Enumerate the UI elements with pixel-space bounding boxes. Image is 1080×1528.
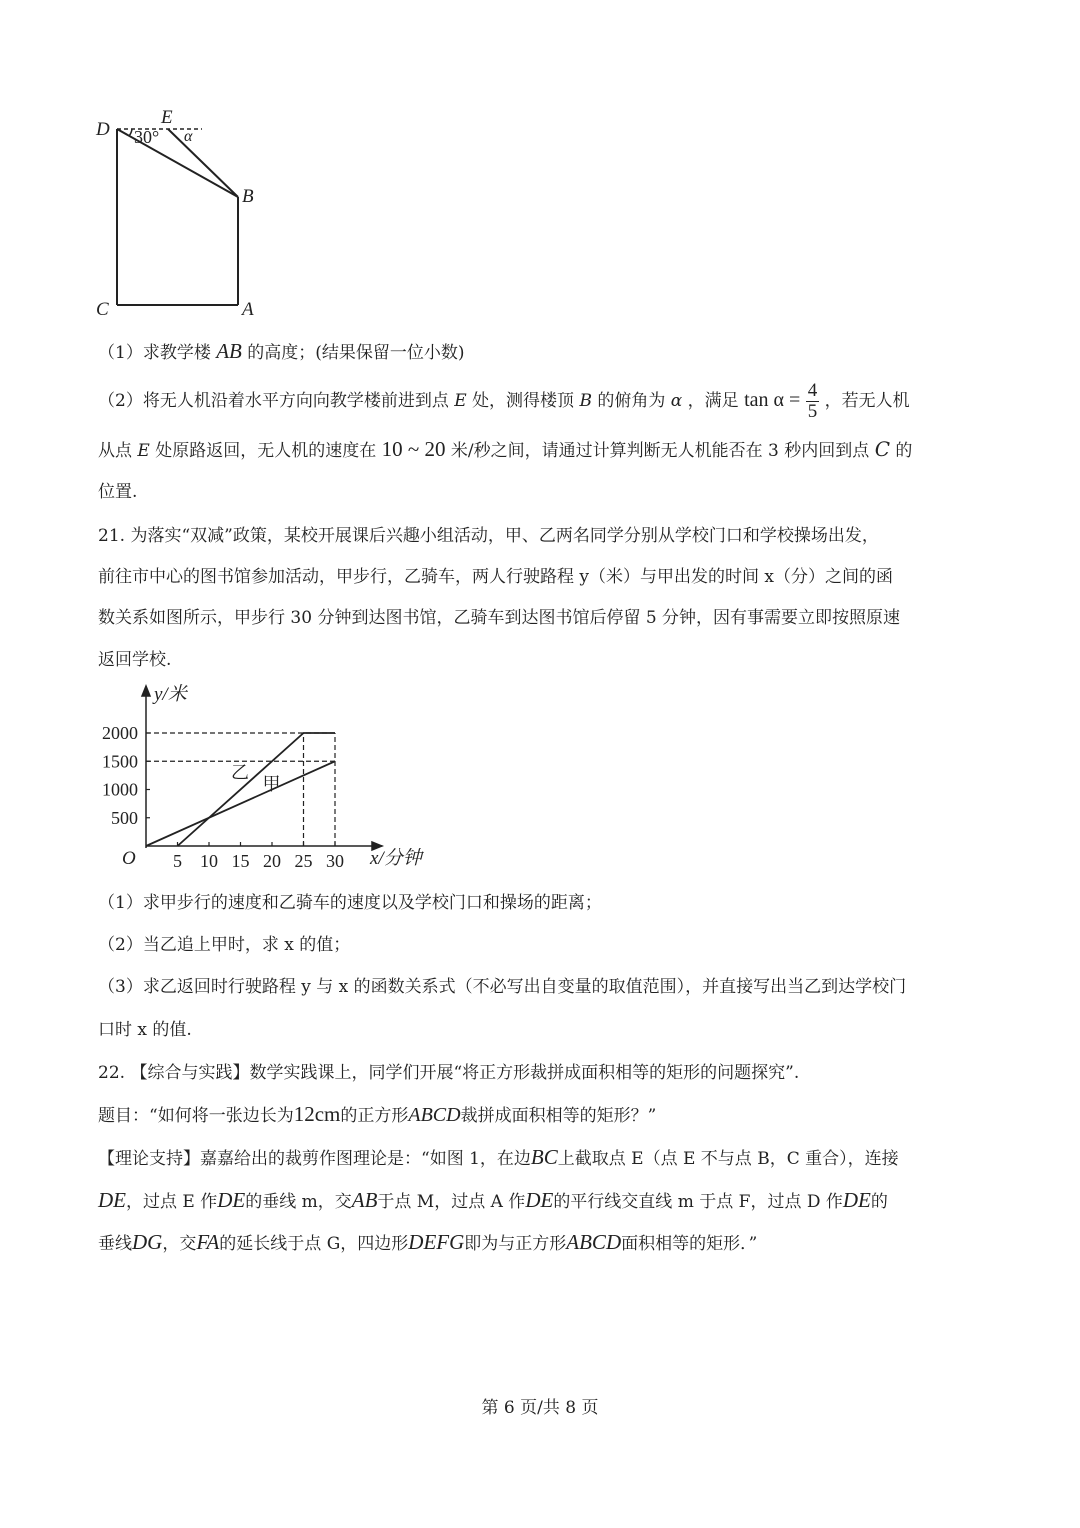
q21-line3: 数关系如图所示，甲步行 30 分钟到达图书馆，乙骑车到达图书馆后停留 5 分钟，因有事需要立即按照原速 (98, 608, 901, 628)
q20-p2-c: 的俯角为 (597, 391, 666, 411)
q20-p3-E: E (137, 441, 150, 461)
q20-p4: 位置. (98, 482, 138, 502)
q22-l5h: ABCD (566, 1230, 622, 1254)
q22-l5g: 即为与正方形 (464, 1234, 567, 1254)
q22-line5 (98, 1231, 757, 1255)
fraction-denominator: 5 (807, 401, 818, 422)
q22-l4c: DE (217, 1188, 246, 1212)
distance-time-chart (90, 680, 450, 875)
q20-p3-c: 米/秒之间，请通过计算判断无人机能否在 3 秒内回到点 (450, 441, 870, 461)
label-B: B (242, 186, 254, 207)
q20-part1 (98, 340, 465, 364)
q22-l4d: 的垂线 m，交 (245, 1192, 352, 1212)
q22-l2c: ABCD (408, 1104, 461, 1126)
q22-l4i: DE (842, 1188, 871, 1212)
q21-line4: 返回学校. (98, 650, 172, 670)
y-tick-label-2000: 2000 (102, 723, 138, 743)
q20-p2-E: E (454, 391, 467, 411)
q22-l5f: DEFG (408, 1230, 465, 1254)
q22-l4f: 于点 M，过点 A 作 (377, 1192, 526, 1212)
q22-l2a: 题目：“如何将一张边长为 (98, 1106, 294, 1126)
q20-part1-end: 的高度；(结果保留一位小数) (247, 343, 465, 363)
label-E: E (161, 107, 173, 128)
q20-p3-C: C (874, 437, 890, 461)
q22-l5d: FA (196, 1230, 220, 1254)
x-axis-label: x/分钟 (370, 848, 422, 869)
q22-line1: 22. 【综合与实践】数学实践课上，同学们开展“将正方形裁拼成面积相等的矩形的问题探究”. (98, 1063, 800, 1083)
y-tick-label-1500: 1500 (102, 751, 138, 772)
q20-p2-b: 处，测得楼顶 (472, 391, 575, 411)
q20-p3-range: 10 ~ 20 (381, 437, 446, 461)
q21-line2: 前往市中心的图书馆参加活动，甲步行，乙骑车，两人行驶路程 y（米）与甲出发的时间 x（分）之间的函 (98, 567, 893, 587)
q22-l5e: 的延长线于点 G，四边形 (219, 1234, 409, 1254)
label-D: D (96, 119, 110, 140)
building-figure (90, 105, 270, 320)
q20-part2-line3 (98, 481, 137, 503)
q22-line3 (98, 1146, 899, 1170)
q20-part1-text: （1）求教学楼 (98, 343, 211, 363)
q22-l2b: 的正方形 (340, 1106, 409, 1126)
x-tick-label-5: 5 (173, 851, 182, 871)
q20-p2-d: ，满足 (687, 391, 739, 411)
label-A: A (242, 299, 254, 320)
q21-line1: 21. 为落实“双减”政策，某校开展课后兴趣小组活动，甲、乙两名同学分别从学校门口和学校操场出发， (98, 526, 879, 546)
q22-l5b: DG (132, 1230, 163, 1254)
q22-line4 (98, 1189, 888, 1213)
q21-sub1: （1）求甲步行的速度和乙骑车的速度以及学校门口和操场的距离； (98, 893, 602, 913)
origin-label: O (122, 848, 136, 869)
q22-l5i: 面积相等的矩形．” (621, 1234, 758, 1254)
q20-part2 (98, 378, 910, 423)
q20-p3-b: 处原路返回，无人机的速度在 (155, 441, 377, 461)
angle-30-arc (129, 129, 132, 136)
q22-l2d: 裁拼成面积相等的矩形？” (460, 1106, 657, 1126)
x-tick-label-25: 25 (294, 851, 313, 871)
q20-p2-a: （2）将无人机沿着水平方向向教学楼前进到点 (98, 391, 449, 411)
page-footer: 第 6 页/共 8 页 (481, 1398, 599, 1418)
q22-l5c: ，交 (162, 1234, 197, 1254)
q20-p2-alpha: α (670, 391, 683, 411)
series-label-jia: 甲 (262, 773, 281, 794)
q22-l4a: DE (98, 1188, 126, 1212)
x-tick-label-20: 20 (263, 851, 281, 871)
q22-l2m: 12cm (293, 1102, 341, 1126)
q20-p3-d: 的 (895, 441, 913, 461)
q22-l5a: 垂线 (98, 1234, 132, 1254)
q21-sub2: （2）当乙追上甲时，求 x 的值； (98, 935, 351, 955)
q20-p3-a: 从点 (98, 441, 132, 461)
fraction-4-5 (806, 381, 820, 422)
q20-part1-var: AB (216, 339, 242, 363)
series-line-yi (178, 733, 336, 846)
q20-part2-line2 (98, 438, 912, 462)
q22-l3b: BC (530, 1145, 558, 1169)
q22-l3c: 上截取点 E（点 E 不与点 B，C 重合），连接 (557, 1149, 899, 1169)
q22-l4g: DE (525, 1188, 554, 1212)
fraction-numerator: 4 (807, 380, 818, 401)
q22-l4e: AB (351, 1188, 378, 1212)
q22-l4h: 的平行线交直线 m 于点 F，过点 D 作 (553, 1192, 843, 1212)
y-tick-label-1000: 1000 (102, 779, 138, 800)
x-tick-label-30: 30 (326, 851, 344, 871)
q22-l3a: 【理论支持】嘉嘉给出的裁剪作图理论是：“如图 1，在边 (98, 1149, 531, 1169)
q21-sub3-line2: 口时 x 的值. (98, 1020, 192, 1040)
label-alpha: α (184, 128, 193, 145)
label-C: C (96, 299, 109, 320)
q20-p2-B: B (579, 391, 592, 411)
q20-p2-e: ，若无人机 (824, 391, 910, 411)
q22-line2 (98, 1103, 656, 1127)
x-tick-label-10: 10 (200, 851, 218, 871)
series-label-yi: 乙 (231, 762, 250, 783)
x-tick-label-15: 15 (231, 851, 250, 871)
label-angle-30: 30° (134, 127, 160, 147)
q20-p2-tan: tan α = (744, 389, 801, 411)
y-tick-label-500: 500 (111, 807, 138, 828)
y-axis-label: y/米 (154, 684, 187, 705)
q21-sub3-line1: （3）求乙返回时行驶路程 y 与 x 的函数关系式（不必写出自变量的取值范围），并直接写出当乙到达学校门 (98, 977, 907, 997)
y-axis-arrow (142, 686, 150, 696)
q22-l4b: ，过点 E 作 (126, 1192, 218, 1212)
q22-l4j: 的 (870, 1192, 888, 1212)
